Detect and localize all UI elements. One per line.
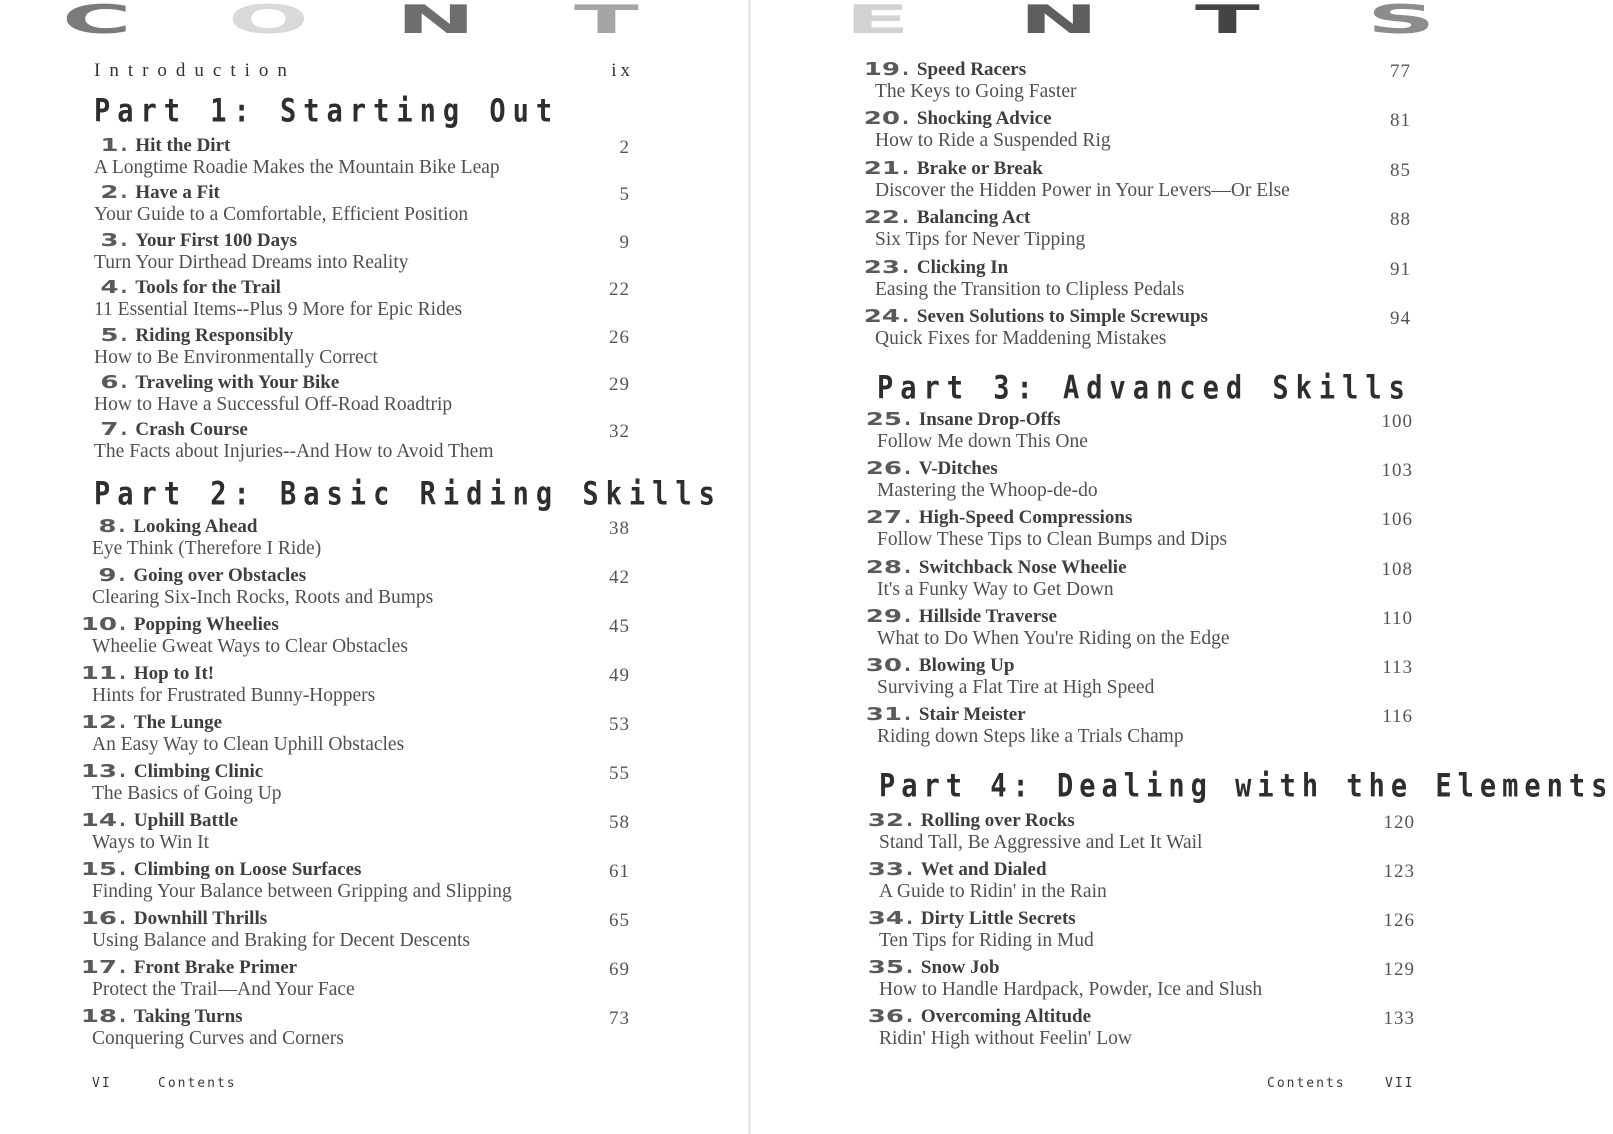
chapter-subtitle: A Guide to Ridin' in the Rain (879, 881, 1107, 902)
chapter-title: Seven Solutions to Simple Screwups (916, 306, 1208, 327)
chapter-page-number: 55 (609, 763, 630, 784)
chapter-number: 6 (100, 372, 119, 393)
chapter-subtitle: Using Balance and Braking for Decent Descents (92, 930, 470, 951)
chapter-page-number: 9 (619, 231, 630, 253)
chapter-number-dot: . (906, 957, 913, 978)
chapter-number-dot: . (904, 704, 911, 726)
chapter-heading (865, 704, 1026, 726)
toc-entry[interactable] (865, 507, 1413, 555)
chapter-subtitle: Follow Me down This One (877, 431, 1088, 452)
chapter-page-number: 42 (609, 567, 630, 588)
chapter-title: Switchback Nose Wheelie (918, 556, 1127, 578)
chapter-number: 31 (865, 704, 903, 726)
toc-entry[interactable] (865, 458, 1413, 506)
chapter-number: 25 (865, 409, 903, 430)
toc-entry[interactable] (865, 556, 1413, 605)
chapter-page-number: 26 (609, 326, 630, 348)
chapter-number: 23 (863, 256, 901, 278)
part4-title: Part 4: Dealing with the Elements (879, 768, 1613, 805)
chapter-title: Wet and Dialed (920, 859, 1047, 880)
chapter-heading (80, 908, 268, 930)
chapter-number: 1 (100, 135, 119, 156)
chapter-number-dot: . (906, 1006, 913, 1027)
toc-entry[interactable] (80, 810, 630, 858)
chapter-page-number: 58 (609, 812, 630, 833)
chapter-number: 9 (98, 565, 117, 586)
chapter-subtitle: Follow These Tips to Clean Bumps and Dips (877, 529, 1228, 551)
chapter-page-number: 49 (609, 665, 630, 686)
left-page (0, 0, 748, 1134)
chapter-number-dot: . (904, 605, 911, 627)
chapter-title: Tools for the Trail (135, 277, 281, 299)
chapter-title: Rolling over Rocks (920, 810, 1075, 831)
chapter-number-dot: . (120, 277, 128, 299)
chapter-number-dot: . (119, 810, 126, 831)
chapter-number-dot: . (119, 712, 126, 733)
chapter-number: 3 (100, 229, 119, 251)
chapter-number-dot: . (119, 614, 126, 635)
chapter-title: Traveling with Your Bike (135, 372, 340, 393)
chapter-title: Speed Racers (916, 59, 1027, 80)
introduction-entry[interactable] (94, 60, 634, 84)
chapter-page-number: 123 (1383, 861, 1415, 882)
footer-label: Contents (158, 1076, 237, 1091)
chapter-heading (867, 859, 1047, 881)
introduction-label: Introduction (94, 60, 296, 81)
chapter-number-dot: . (904, 655, 911, 676)
chapter-subtitle: How to Ride a Suspended Rig (875, 130, 1111, 152)
chapter-title: Front Brake Primer (133, 957, 298, 978)
chapter-title: Overcoming Altitude (920, 1006, 1092, 1027)
chapter-heading (865, 458, 998, 480)
chapter-page-number: 73 (609, 1008, 630, 1029)
chapter-heading (80, 957, 298, 979)
toc-entry[interactable] (80, 957, 630, 1005)
chapter-heading (80, 663, 215, 685)
chapter-number: 17 (80, 957, 118, 978)
chapter-title: Blowing Up (918, 655, 1015, 676)
chapter-subtitle: Eye Think (Therefore I Ride) (92, 538, 322, 559)
chapter-number: 24 (863, 306, 901, 327)
chapter-number: 29 (865, 605, 903, 627)
chapter-subtitle: Conquering Curves and Corners (92, 1028, 344, 1049)
chapter-title: Taking Turns (133, 1006, 243, 1027)
chapter-heading (867, 908, 1076, 930)
toc-entry[interactable] (80, 663, 630, 711)
part2-title: Part 2: Basic Riding Skills (94, 476, 722, 513)
chapter-subtitle: Easing the Transition to Clipless Pedals (875, 278, 1185, 300)
chapter-number: 18 (80, 1006, 118, 1027)
chapter-number: 34 (867, 908, 905, 929)
chapter-number-dot: . (904, 458, 911, 480)
chapter-title: Looking Ahead (133, 516, 258, 537)
chapter-page-number: 133 (1383, 1008, 1415, 1029)
chapter-number-dot: . (120, 182, 128, 204)
footer-page-number: VII (1385, 1076, 1415, 1091)
chapter-subtitle: Clearing Six-Inch Rocks, Roots and Bumps (92, 587, 434, 608)
toc-entry[interactable] (863, 207, 1411, 255)
chapter-subtitle: Ways to Win It (92, 832, 209, 853)
chapter-heading (863, 157, 1043, 180)
toc-entry[interactable] (865, 605, 1413, 654)
chapter-subtitle: Six Tips for Never Tipping (875, 229, 1086, 251)
chapter-heading (80, 761, 264, 783)
chapter-title: Balancing Act (916, 207, 1031, 229)
chapter-number: 26 (865, 458, 903, 480)
chapter-number: 36 (867, 1006, 905, 1027)
chapter-number: 30 (865, 655, 903, 676)
chapter-number: 27 (865, 507, 903, 529)
chapter-number-dot: . (119, 859, 126, 880)
chapter-subtitle: It's a Funky Way to Get Down (877, 578, 1114, 600)
chapter-heading (94, 182, 220, 204)
chapter-number: 4 (100, 277, 119, 299)
chapter-number-dot: . (906, 908, 913, 929)
chapter-number-dot: . (902, 59, 909, 80)
footer-label: Contents (1267, 1076, 1346, 1091)
chapter-subtitle: Riding down Steps like a Trials Champ (877, 726, 1184, 748)
chapter-page-number: 110 (1382, 607, 1413, 629)
chapter-heading (92, 516, 257, 538)
toc-entry[interactable] (867, 859, 1415, 907)
chapter-number-dot: . (904, 507, 911, 529)
chapter-title: Climbing Clinic (133, 761, 264, 782)
chapter-title: Downhill Thrills (133, 908, 268, 929)
toc-entry[interactable] (865, 409, 1413, 457)
chapter-subtitle: How to Handle Hardpack, Powder, Ice and Slush (879, 979, 1263, 1000)
chapter-heading (863, 256, 1009, 279)
chapter-page-number: 38 (609, 518, 630, 539)
heading-letter: C (62, 0, 136, 43)
chapter-subtitle: How to Be Environmentally Correct (94, 346, 378, 368)
chapter-number-dot: . (906, 810, 913, 831)
chapter-title: Have a Fit (135, 182, 220, 204)
chapter-title: Stair Meister (918, 704, 1026, 726)
heading-letter: S (1367, 0, 1440, 43)
toc-entry[interactable] (863, 108, 1411, 156)
toc-entry[interactable] (863, 256, 1411, 305)
chapter-heading (865, 556, 1127, 579)
chapter-number-dot: . (120, 229, 128, 251)
chapter-page-number: 69 (609, 959, 630, 980)
chapter-number-dot: . (120, 135, 128, 156)
chapter-heading (94, 372, 339, 394)
chapter-page-number: 77 (1390, 61, 1411, 82)
chapter-heading (80, 810, 238, 832)
chapter-number-dot: . (119, 957, 126, 978)
chapter-number-dot: . (902, 108, 909, 130)
chapter-page-number: 85 (1390, 159, 1411, 181)
introduction-page: ix (611, 60, 634, 81)
chapter-number: 21 (863, 157, 901, 179)
chapter-number-dot: . (906, 859, 913, 880)
heading-letter: O (228, 0, 313, 43)
chapter-page-number: 94 (1390, 308, 1411, 329)
toc-entry[interactable] (94, 230, 630, 278)
chapter-title: Climbing on Loose Surfaces (133, 859, 362, 880)
heading-letter: E (845, 0, 914, 43)
toc-entry[interactable] (94, 419, 630, 467)
chapter-number: 35 (867, 957, 905, 978)
toc-entry[interactable] (867, 957, 1415, 1005)
chapter-number: 28 (865, 556, 903, 578)
chapter-number-dot: . (902, 157, 909, 179)
chapter-subtitle: Turn Your Dirthead Dreams into Reality (94, 251, 409, 273)
chapter-number-dot: . (119, 761, 126, 782)
chapter-number-dot: . (119, 1006, 126, 1027)
chapter-number: 22 (863, 207, 901, 229)
chapter-title: V-Ditches (918, 458, 998, 480)
chapter-number-dot: . (904, 556, 911, 578)
chapter-page-number: 65 (609, 910, 630, 931)
heading-letter: N (1019, 0, 1103, 43)
chapter-heading (865, 655, 1015, 677)
chapter-heading (865, 605, 1057, 628)
chapter-heading (865, 409, 1061, 431)
chapter-number: 14 (80, 810, 118, 831)
chapter-number-dot: . (902, 207, 909, 229)
chapter-title: Shocking Advice (916, 108, 1052, 130)
part3-title: Part 3: Advanced Skills (877, 370, 1412, 407)
chapter-number-dot: . (119, 908, 126, 929)
chapter-number-dot: . (119, 663, 126, 684)
chapter-page-number: 116 (1382, 706, 1413, 728)
chapter-title: Brake or Break (916, 157, 1043, 179)
chapter-page-number: 45 (609, 616, 630, 637)
toc-entry[interactable] (80, 712, 630, 760)
chapter-page-number: 129 (1383, 959, 1415, 980)
toc-entry[interactable] (92, 516, 630, 564)
chapter-number-dot: . (902, 306, 909, 327)
footer-page-number: VI (92, 1076, 112, 1091)
chapter-page-number: 61 (609, 861, 630, 882)
heading-letter: N (396, 0, 480, 43)
chapter-page-number: 22 (609, 279, 630, 301)
toc-entry[interactable] (865, 655, 1413, 703)
chapter-page-number: 2 (619, 137, 630, 158)
toc-entry[interactable] (94, 135, 630, 183)
chapter-page-number: 88 (1390, 209, 1411, 231)
chapter-heading (865, 507, 1133, 529)
chapter-page-number: 5 (619, 184, 630, 206)
chapter-page-number: 113 (1382, 657, 1413, 678)
chapter-number-dot: . (118, 565, 126, 586)
chapter-number-dot: . (120, 372, 128, 393)
chapter-heading (867, 1006, 1092, 1028)
chapter-number: 13 (80, 761, 118, 782)
chapter-heading (92, 565, 306, 587)
toc-entry[interactable] (867, 908, 1415, 956)
part1-title: Part 1: Starting Out (94, 93, 560, 130)
chapter-number: 32 (867, 810, 905, 831)
chapter-page-number: 108 (1381, 558, 1413, 580)
chapter-number-dot: . (120, 324, 128, 346)
chapter-heading (94, 277, 281, 299)
chapter-heading (80, 712, 223, 734)
heading-letter: T (574, 0, 643, 43)
chapter-page-number: 81 (1390, 110, 1411, 132)
chapter-title: Insane Drop-Offs (918, 409, 1061, 430)
toc-entry[interactable] (94, 325, 630, 373)
toc-entry[interactable] (80, 859, 630, 907)
chapter-title: Clicking In (916, 256, 1009, 278)
chapter-number: 19 (863, 59, 901, 80)
chapter-number: 16 (80, 908, 118, 929)
chapter-subtitle: Quick Fixes for Maddening Mistakes (875, 328, 1167, 349)
chapter-page-number: 103 (1381, 460, 1413, 482)
toc-entry[interactable] (80, 761, 630, 809)
chapter-number: 33 (867, 859, 905, 880)
chapter-heading (94, 325, 293, 347)
chapter-title: Uphill Battle (133, 810, 238, 831)
chapter-number: 2 (100, 182, 119, 204)
chapter-title: Crash Course (135, 419, 248, 441)
chapter-heading (80, 1006, 243, 1028)
chapter-title: Hop to It! (133, 663, 215, 684)
chapter-page-number: 53 (609, 714, 630, 735)
chapter-page-number: 120 (1383, 812, 1415, 833)
toc-entry[interactable] (867, 1006, 1415, 1054)
chapter-number: 10 (80, 614, 118, 635)
chapter-title: Dirty Little Secrets (920, 908, 1076, 929)
chapter-subtitle: An Easy Way to Clean Uphill Obstacles (92, 734, 405, 755)
chapter-page-number: 29 (609, 374, 630, 395)
chapter-subtitle: A Longtime Roadie Makes the Mountain Bike Leap (94, 157, 500, 178)
chapter-subtitle: Wheelie Gweat Ways to Clear Obstacles (92, 636, 408, 657)
chapter-number-dot: . (120, 419, 128, 441)
chapter-number-dot: . (118, 516, 126, 537)
chapter-heading (867, 957, 1000, 979)
chapter-subtitle: Mastering the Whoop-de-do (877, 480, 1098, 502)
chapter-heading (94, 419, 248, 441)
chapter-heading (80, 614, 279, 636)
chapter-heading (863, 108, 1052, 130)
chapter-subtitle: Finding Your Balance between Gripping and Slipping (92, 881, 512, 902)
chapter-subtitle: Stand Tall, Be Aggressive and Let It Wail (879, 832, 1203, 853)
chapter-subtitle: Ten Tips for Riding in Mud (879, 930, 1094, 951)
chapter-page-number: 32 (609, 421, 630, 443)
chapter-number: 12 (80, 712, 118, 733)
chapter-number: 5 (100, 324, 119, 346)
chapter-subtitle: Protect the Trail—And Your Face (92, 979, 355, 1000)
toc-entry[interactable] (867, 810, 1415, 858)
chapter-heading (863, 59, 1027, 81)
chapter-title: Riding Responsibly (135, 324, 294, 346)
toc-entry[interactable] (94, 182, 630, 230)
chapter-subtitle: The Keys to Going Faster (875, 81, 1077, 102)
chapter-subtitle: Your Guide to a Comfortable, Efficient Position (94, 204, 469, 226)
chapter-page-number: 126 (1383, 910, 1415, 931)
chapter-number: 15 (80, 859, 118, 880)
toc-entry[interactable] (94, 372, 630, 420)
toc-entry[interactable] (92, 565, 630, 613)
chapter-number: 8 (98, 516, 117, 537)
chapter-page-number: 91 (1390, 258, 1411, 280)
toc-entry[interactable] (80, 1006, 630, 1054)
chapter-number: 11 (80, 663, 118, 684)
toc-entry[interactable] (94, 277, 630, 325)
chapter-subtitle: The Basics of Going Up (92, 783, 282, 804)
chapter-heading (867, 810, 1075, 832)
chapter-number: 20 (863, 108, 901, 130)
chapter-subtitle: 11 Essential Items--Plus 9 More for Epic Rides (94, 299, 463, 321)
chapter-heading (94, 230, 297, 252)
chapter-subtitle: How to Have a Successful Off-Road Roadtrip (94, 394, 453, 415)
toc-entry[interactable] (863, 157, 1411, 206)
chapter-title: Your First 100 Days (135, 229, 298, 251)
chapter-number-dot: . (904, 409, 911, 430)
chapter-heading (863, 306, 1208, 328)
chapter-title: High-Speed Compressions (918, 507, 1133, 529)
toc-entry[interactable] (80, 614, 630, 662)
chapter-number: 7 (100, 419, 119, 441)
chapter-title: Hit the Dirt (135, 135, 231, 156)
chapter-title: Hillside Traverse (918, 605, 1057, 627)
chapter-subtitle: Ridin' High without Feelin' Low (879, 1028, 1132, 1049)
chapter-subtitle: Surviving a Flat Tire at High Speed (877, 677, 1155, 698)
right-page (751, 0, 1613, 1134)
chapter-title: Popping Wheelies (133, 614, 279, 635)
chapter-heading (863, 207, 1031, 229)
toc-entry[interactable] (863, 59, 1411, 107)
chapter-subtitle: What to Do When You're Riding on the Edge (877, 627, 1230, 649)
chapter-number-dot: . (902, 256, 909, 278)
toc-entry[interactable] (865, 704, 1413, 752)
toc-entry[interactable] (80, 908, 630, 956)
chapter-heading (80, 859, 362, 881)
chapter-page-number: 106 (1381, 509, 1413, 531)
chapter-subtitle: Discover the Hidden Power in Your Levers—Or Else (875, 179, 1290, 201)
chapter-title: Going over Obstacles (133, 565, 307, 586)
chapter-title: Snow Job (920, 957, 1000, 978)
heading-letter: T (1195, 0, 1264, 43)
chapter-title: The Lunge (133, 712, 223, 733)
toc-entry[interactable] (863, 306, 1411, 354)
chapter-subtitle: The Facts about Injuries--And How to Avoid Them (94, 441, 494, 463)
chapter-subtitle: Hints for Frustrated Bunny-Hoppers (92, 685, 376, 706)
chapter-page-number: 100 (1381, 411, 1413, 432)
chapter-heading (94, 135, 230, 157)
